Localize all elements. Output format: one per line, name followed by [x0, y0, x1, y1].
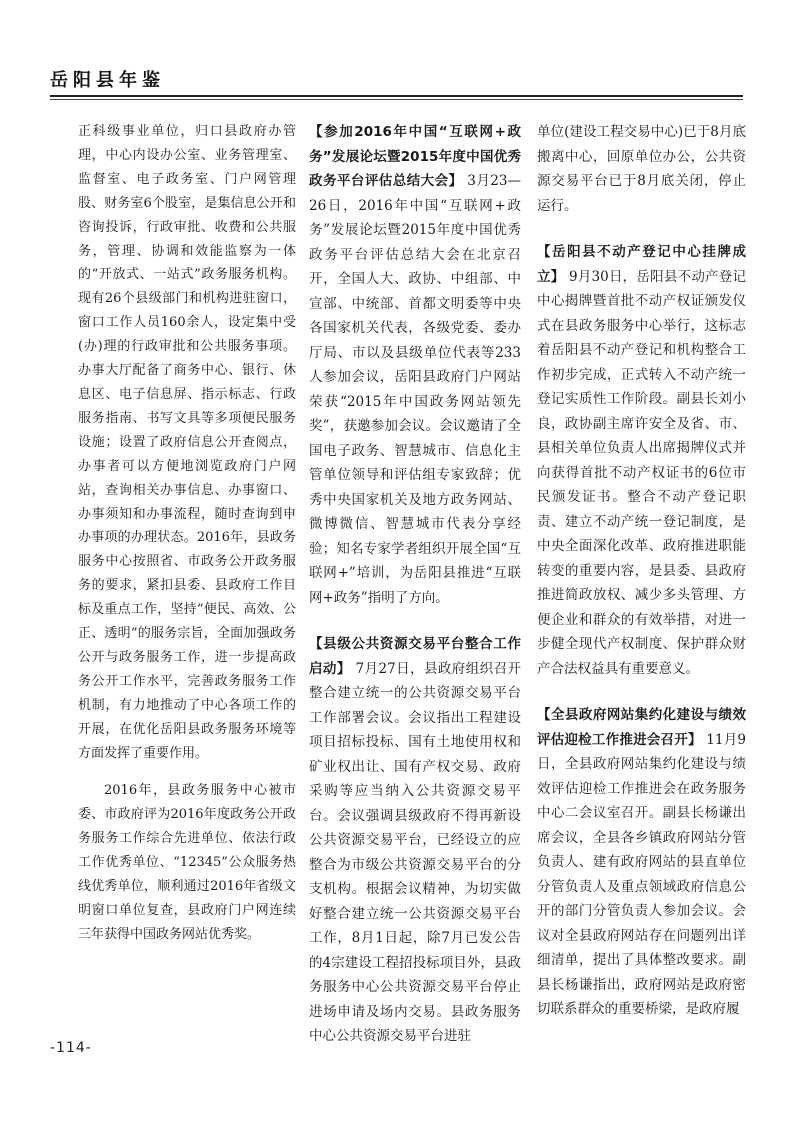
- article-heading: 【全县政府网站集约化建设与绩效评估迎检工作推进会召开】: [537, 707, 746, 748]
- article-body: 11月9日，全县政府网站集约化建设与绩效评估迎检工作推进会在政务服务中心二会议室召开。副县长杨谦出席会议，全县各乡镇政府网站分管负责人、建有政府网站的县直单位分管负责人及重点领域政府信息公开的部门分管负责人参加会议。会议对全县政府网站存在问题列出详细清单，提出了具体整改要求。副县长杨谦指出，政府网站是政府密切联系群众的重要桥梁，是政府履: [537, 731, 746, 1017]
- article-body: 3月23—26日，2016年中国“互联网+政务”发展论坛暨2015年度中国优秀政务平台评估总结大会在北京召开，全国人大、政协、中组部、中宣部、中统部、首都文明委等中央各国家机关代表，各级党委、委办厅局、市以及县级单位代表等233人参加会议，岳阳县政府门户网站荣获“2015年中国政务网站领先奖”，获邀参加会议。会议邀请了全国电子政务、智慧城市、信息化主管单位领导和评估组专家致辞；优秀中央国家机关及地方政务网站、微博微信、智慧城市代表分享经验；知名专家学者组织开展全国“互联网+”培训，为岳阳县推进“互联网+政务”指明了方向。: [309, 173, 521, 606]
- header-rule-thin: [50, 99, 743, 100]
- article-body: 7月27日，县政府组织召开整合建立统一的公共资源交易平台工作部署会议。会议指出工程建设项目招标投标、国有土地使用权和矿业权出让、国有产权交易、政府采购等应当纳入公共资源交易平台。会议强调县级政府不得再新设公共资源交易平台，已经设立的应整合为市级公共资源交易平台的分支机构。根据会议精神，为切实做好整合建立统一公共资源交易平台工作，8月1日起，除7月已发公告的4宗建设工程招投标项目外，县政务服务中心公共资源交易平台停止进场申请及场内交易。县政务服务中心公共资源交易平台进驻: [309, 660, 521, 1044]
- article-continuation: 单位(建设工程交易中心)已于8月底搬离中心，回原单位办公，公共资源交易平台已于8月底关闭，停止运行。: [537, 124, 746, 214]
- paragraph: 正科级事业单位，归口县政府办管理，中心内设办公室、业务管理室、监督室、电子政务室、门户网管理股、财务室6个股室，是集信息公开和咨询投诉，行政审批、收费和公共服务，管理、协调和效能监察为一体的“开放式、一站式”政务服务机构。现有26个县级部门和机构进驻窗口，窗口工作人员160余人，设定集中受(办)理的行政审批和公共服务事项。办事大厅配备了商务中心、银行、休息区、电子信息屏、指示标志、行政服务指南、书写文具等多项便民服务设施；设置了政府信息公开查阅点，办事者可以方便地浏览政府门户网站，查询相关办事信息、办事窗口、办事须知和办事流程，随时查询到申办事项的办理状态。2016年，县政务服务中心按照省、市政务公开政务服务的要求，紧扣县委、县政府工作目标及重点工作，坚持“便民、高效、公正、透明”的服务宗旨，全面加强政务公开与政务服务工作，进一步提高政务公开工作水平，完善政务服务工作机制，有力地推动了中心各项工作的开展，在优化岳阳县政务服务环境等方面发挥了重要作用。: [78, 124, 296, 761]
- column-left: [78, 120, 296, 1040]
- column-middle: [309, 120, 521, 1050]
- article-item: [537, 703, 746, 1022]
- paragraph: 2016年，县政务服务中心被市委、市政府评为2016年度政务公开政务服务工作综合先进单位、依法行政工作优秀单位、“12345”公众服务热线优秀单位，顺利通过2016年省级文明窗口单位复查，县政府门户网连续三年获得中国政务网站优秀奖。: [78, 783, 296, 942]
- running-header-title: 岳阳县年鉴: [50, 70, 165, 91]
- article-heading: 【参加2016年中国“互联网+政务”发展论坛暨2015年度中国优秀政务平台评估总结大会】: [309, 124, 521, 189]
- article-heading: 【岳阳县不动产登记中心挂牌成立】: [537, 244, 746, 285]
- article-item: [537, 240, 746, 681]
- article-body: 9月30日，岳阳县不动产登记中心揭牌暨首批不动产权证颁发仪式在县政务服务中心举行，这标志着岳阳县不动产登记和机构整合工作初步完成，正式转入不动产统一登记实质性工作阶段。副县长刘小良，政协副主席许安全及省、市、县相关单位负责人出席揭牌仪式并向获得首批不动产权证书的6位市民颁发证书。整合不动产登记职责、建立不动产统一登记制度，是中央全面深化改革、政府推进职能转变的重要内容，是县委、县政府推进简政放权、减少多头管理、方便企业和群众的有效举措，对进一步健全现代产权制度、保护群众财产合法权益具有重要意义。: [537, 268, 746, 677]
- article-item: [309, 632, 521, 1049]
- column-right: [537, 120, 746, 1050]
- article-item: [309, 120, 521, 610]
- header-rule: [50, 95, 743, 97]
- page-number: -114-: [50, 1040, 92, 1056]
- article-heading: 【县级公共资源交易平台整合工作启动】: [309, 636, 521, 677]
